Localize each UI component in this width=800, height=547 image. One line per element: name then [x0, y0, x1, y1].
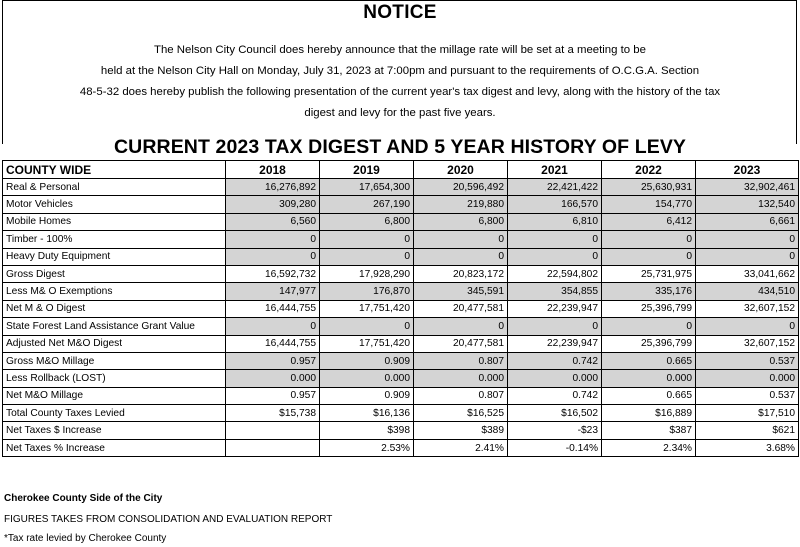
table-cell: 6,560	[226, 213, 320, 230]
row-label: Less Rollback (LOST)	[3, 370, 226, 387]
table-cell: 6,800	[414, 213, 508, 230]
footer-side: Cherokee County Side of the City	[4, 493, 163, 504]
row-label: Total County Taxes Levied	[3, 405, 226, 422]
table-cell: 0	[320, 318, 414, 335]
table-cell: 0	[226, 231, 320, 248]
table-cell: 0	[508, 318, 602, 335]
row-label: Net M&O Millage	[3, 387, 226, 404]
table-cell: 0	[414, 248, 508, 265]
table-cell: 354,855	[508, 283, 602, 300]
digest-title: CURRENT 2023 TAX DIGEST AND 5 YEAR HISTORY OF LEVY	[113, 136, 687, 158]
table-cell: 32,902,461	[696, 179, 799, 196]
row-label: Net M & O Digest	[3, 300, 226, 317]
table-cell: 32,607,152	[696, 300, 799, 317]
table-cell: 6,661	[696, 213, 799, 230]
table-cell: 132,540	[696, 196, 799, 213]
footer-source: FIGURES TAKES FROM CONSOLIDATION AND EVALUATION REPORT	[4, 514, 333, 525]
table-cell: 20,477,581	[414, 300, 508, 317]
table-row	[3, 335, 799, 352]
table-cell: 22,239,947	[508, 300, 602, 317]
table-row	[3, 300, 799, 317]
table-cell: $17,510	[696, 405, 799, 422]
table-cell: 17,928,290	[320, 265, 414, 282]
table-cell: 22,594,802	[508, 265, 602, 282]
table-cell: 0	[508, 248, 602, 265]
table-cell: 434,510	[696, 283, 799, 300]
table-cell: 0	[414, 318, 508, 335]
table-cell: 25,396,799	[602, 335, 696, 352]
table-cell: 345,591	[414, 283, 508, 300]
table-cell: 16,444,755	[226, 300, 320, 317]
table-cell: 219,880	[414, 196, 508, 213]
table-cell: $16,525	[414, 405, 508, 422]
table-cell: 0	[320, 231, 414, 248]
table-cell: 147,977	[226, 283, 320, 300]
levy-history-table	[2, 160, 799, 457]
table-cell: 0	[696, 248, 799, 265]
table-cell: 0.537	[696, 352, 799, 369]
table-cell: 0	[226, 318, 320, 335]
table-cell: 0.000	[226, 370, 320, 387]
table-row	[3, 387, 799, 404]
table-cell: 0.000	[414, 370, 508, 387]
table-row	[3, 231, 799, 248]
table-cell: 0.909	[320, 352, 414, 369]
table-row	[3, 352, 799, 369]
table-cell: 154,770	[602, 196, 696, 213]
table-row	[3, 422, 799, 439]
row-label: Less M& O Exemptions	[3, 283, 226, 300]
notice-line: 48-5-32 does hereby publish the following presentation of the current year's tax digest and levy, along with the history of the tax	[79, 86, 721, 98]
table-cell: 32,607,152	[696, 335, 799, 352]
row-label: Heavy Duty Equipment	[3, 248, 226, 265]
table-cell: 0.807	[414, 387, 508, 404]
row-label: Mobile Homes	[3, 213, 226, 230]
table-row	[3, 265, 799, 282]
table-cell: 0	[414, 231, 508, 248]
table-cell: 0.000	[602, 370, 696, 387]
table-body	[3, 179, 799, 457]
table-row	[3, 283, 799, 300]
table-row	[3, 370, 799, 387]
table-cell: $398	[320, 422, 414, 439]
table-cell: 267,190	[320, 196, 414, 213]
table-cell: 0	[320, 248, 414, 265]
table-cell: 0	[226, 248, 320, 265]
table-cell: 25,396,799	[602, 300, 696, 317]
table-cell: 166,570	[508, 196, 602, 213]
table-cell: 0	[696, 318, 799, 335]
table-cell: 0.909	[320, 387, 414, 404]
table-cell: 2.34%	[602, 439, 696, 456]
row-label: Net Taxes $ Increase	[3, 422, 226, 439]
table-cell: 0	[602, 318, 696, 335]
notice-body	[40, 40, 760, 124]
table-cell: 33,041,662	[696, 265, 799, 282]
table-cell	[226, 439, 320, 456]
table-cell: 0.742	[508, 387, 602, 404]
row-label: State Forest Land Assistance Grant Value	[3, 318, 226, 335]
notice-line: held at the Nelson City Hall on Monday, July 31, 2023 at 7:00pm and pursuant to the requirements of O.C.G.A. Section	[100, 65, 700, 77]
table-cell: 20,477,581	[414, 335, 508, 352]
table-cell: 0.537	[696, 387, 799, 404]
table-row	[3, 179, 799, 196]
table-cell: 0	[508, 231, 602, 248]
table-cell: 335,176	[602, 283, 696, 300]
table-cell: $15,738	[226, 405, 320, 422]
column-header-year: 2020	[414, 161, 508, 179]
table-cell: 2.53%	[320, 439, 414, 456]
table-row	[3, 248, 799, 265]
table-cell: 2.41%	[414, 439, 508, 456]
table-cell: 16,444,755	[226, 335, 320, 352]
row-label: Real & Personal	[3, 179, 226, 196]
table-cell: 6,800	[320, 213, 414, 230]
table-cell: 16,276,892	[226, 179, 320, 196]
row-label: Adjusted Net M&O Digest	[3, 335, 226, 352]
table-cell: 0	[696, 231, 799, 248]
table-cell: 20,823,172	[414, 265, 508, 282]
table-row	[3, 213, 799, 230]
column-header-year: 2018	[226, 161, 320, 179]
table-cell: 6,412	[602, 213, 696, 230]
column-header-year: 2021	[508, 161, 602, 179]
column-header-label: COUNTY WIDE	[3, 161, 226, 179]
table-cell: 3.68%	[696, 439, 799, 456]
table-cell: $16,502	[508, 405, 602, 422]
table-cell: 17,751,420	[320, 335, 414, 352]
table-row	[3, 405, 799, 422]
table-cell: 0.742	[508, 352, 602, 369]
table-cell: 20,596,492	[414, 179, 508, 196]
column-header-year: 2023	[696, 161, 799, 179]
table-cell: 0.000	[696, 370, 799, 387]
table-cell: 17,654,300	[320, 179, 414, 196]
table-row	[3, 196, 799, 213]
table-cell	[226, 422, 320, 439]
row-label: Net Taxes % Increase	[3, 439, 226, 456]
table-cell: 309,280	[226, 196, 320, 213]
table-cell: $16,889	[602, 405, 696, 422]
table-cell: $387	[602, 422, 696, 439]
table-cell: -$23	[508, 422, 602, 439]
table-header-row	[3, 161, 799, 179]
table-cell: 0.000	[320, 370, 414, 387]
footer-note: *Tax rate levied by Cherokee County	[4, 533, 167, 544]
table-cell: $621	[696, 422, 799, 439]
table-cell: 0.000	[508, 370, 602, 387]
column-header-year: 2019	[320, 161, 414, 179]
table-cell: 22,239,947	[508, 335, 602, 352]
table-cell: 0.807	[414, 352, 508, 369]
table-cell: 176,870	[320, 283, 414, 300]
table-cell: $389	[414, 422, 508, 439]
table-cell: 6,810	[508, 213, 602, 230]
table-cell: 0	[602, 231, 696, 248]
row-label: Timber - 100%	[3, 231, 226, 248]
row-label: Motor Vehicles	[3, 196, 226, 213]
row-label: Gross Digest	[3, 265, 226, 282]
column-header-year: 2022	[602, 161, 696, 179]
table-row	[3, 439, 799, 456]
table-cell: -0.14%	[508, 439, 602, 456]
table-cell: 0	[602, 248, 696, 265]
table-cell: 0.957	[226, 352, 320, 369]
table-cell: 0.957	[226, 387, 320, 404]
table-cell: 25,630,931	[602, 179, 696, 196]
table-cell: 0.665	[602, 387, 696, 404]
table-row	[3, 318, 799, 335]
table-cell: $16,136	[320, 405, 414, 422]
table-cell: 16,592,732	[226, 265, 320, 282]
table-cell: 25,731,975	[602, 265, 696, 282]
table-cell: 17,751,420	[320, 300, 414, 317]
row-label: Gross M&O Millage	[3, 352, 226, 369]
notice-title: NOTICE	[363, 2, 437, 23]
notice-line: digest and levy for the past five years.	[304, 107, 496, 119]
notice-line: The Nelson City Council does hereby announce that the millage rate will be set at a meeting to be	[154, 44, 646, 56]
table-cell: 0.665	[602, 352, 696, 369]
table-cell: 22,421,422	[508, 179, 602, 196]
